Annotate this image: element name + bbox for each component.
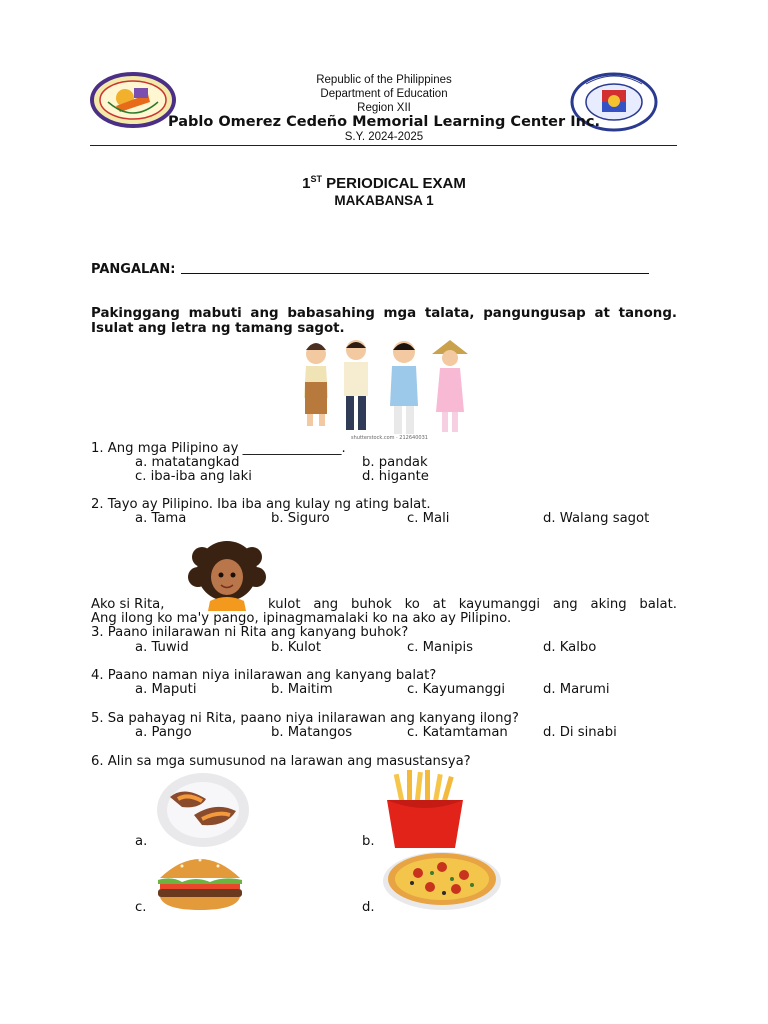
q2-option-c: c. Mali <box>407 511 450 526</box>
q1-option-a: a. matatangkad <box>135 455 240 470</box>
filipino-people-illustration <box>292 336 470 446</box>
name-label: PANGALAN: <box>91 262 176 277</box>
question-2: 2. Tayo ay Pilipino. Iba iba ang kulay ng ating balat. <box>91 497 431 512</box>
question-3: 3. Paano inilarawan ni Rita ang kanyang buhok? <box>91 625 409 640</box>
header-department: Department of Education <box>320 88 448 100</box>
name-field[interactable] <box>181 273 649 274</box>
header-region: Region XII <box>357 102 411 114</box>
rita-girl-illustration <box>186 541 268 611</box>
q2-option-b: b. Siguro <box>271 511 330 526</box>
q4-option-d: d. Marumi <box>543 682 610 697</box>
q6-option-d: d. <box>362 900 375 915</box>
q6-option-b: b. <box>362 834 375 849</box>
q6-option-c: c. <box>135 900 147 915</box>
q4-option-c: c. Kayumanggi <box>407 682 505 697</box>
q2-option-d: d. Walang sagot <box>543 511 650 526</box>
q1-option-d: d. higante <box>362 469 429 484</box>
image-credit: shutterstock.com · 212640031 <box>351 435 428 441</box>
passage-start: Ako si Rita, <box>91 597 165 612</box>
exam-subject: MAKABANSA 1 <box>334 193 434 208</box>
header-divider <box>90 145 677 146</box>
hamburger-image <box>152 848 248 912</box>
question-1: 1. Ang mga Pilipino ay _______________. <box>91 441 346 456</box>
q3-option-b: b. Kulot <box>271 640 322 655</box>
instruction: Pakinggang mabuti ang babasahing mga talata, pangungusap at tanong. Isulat ang letra ng tamang sagot. <box>91 306 677 336</box>
exam-title: 1ST PERIODICAL EXAM <box>302 174 466 192</box>
sweet-potato-plate-image <box>156 771 250 849</box>
q3-option-d: d. Kalbo <box>543 640 597 655</box>
passage-line-2: Ang ilong ko ma'y pango, ipinagmamalaki ko na ako ay Pilipino. <box>91 611 512 626</box>
q1-option-b: b. pandak <box>362 455 428 470</box>
question-6: 6. Alin sa mga sumusunod na larawan ang masustansya? <box>91 754 471 769</box>
q5-option-c: c. Katamtaman <box>407 725 508 740</box>
q1-option-c: c. iba-iba ang laki <box>135 469 252 484</box>
q5-option-a: a. Pango <box>135 725 192 740</box>
q6-option-a: a. <box>135 834 148 849</box>
school-name: Pablo Omerez Cedeño Memorial Learning Center Inc. <box>167 114 601 130</box>
q2-option-a: a. Tama <box>135 511 187 526</box>
q3-option-a: a. Tuwid <box>135 640 189 655</box>
header-republic: Republic of the Philippines <box>316 74 452 86</box>
question-4: 4. Paano naman niya inilarawan ang kanyang balat? <box>91 668 437 683</box>
school-year: S.Y. 2024-2025 <box>344 131 424 143</box>
q5-option-b: b. Matangos <box>271 725 353 740</box>
question-5: 5. Sa pahayag ni Rita, paano niya inilarawan ang kanyang ilong? <box>91 711 519 726</box>
french-fries-image <box>383 770 467 850</box>
q4-option-b: b. Maitim <box>271 682 333 697</box>
pizza-image <box>382 849 502 911</box>
passage-rest: kulot ang buhok ko at kayumanggi ang aking balat. <box>268 597 677 612</box>
q3-option-c: c. Manipis <box>407 640 474 655</box>
q4-option-a: a. Maputi <box>135 682 197 697</box>
q5-option-d: d. Di sinabi <box>543 725 617 740</box>
